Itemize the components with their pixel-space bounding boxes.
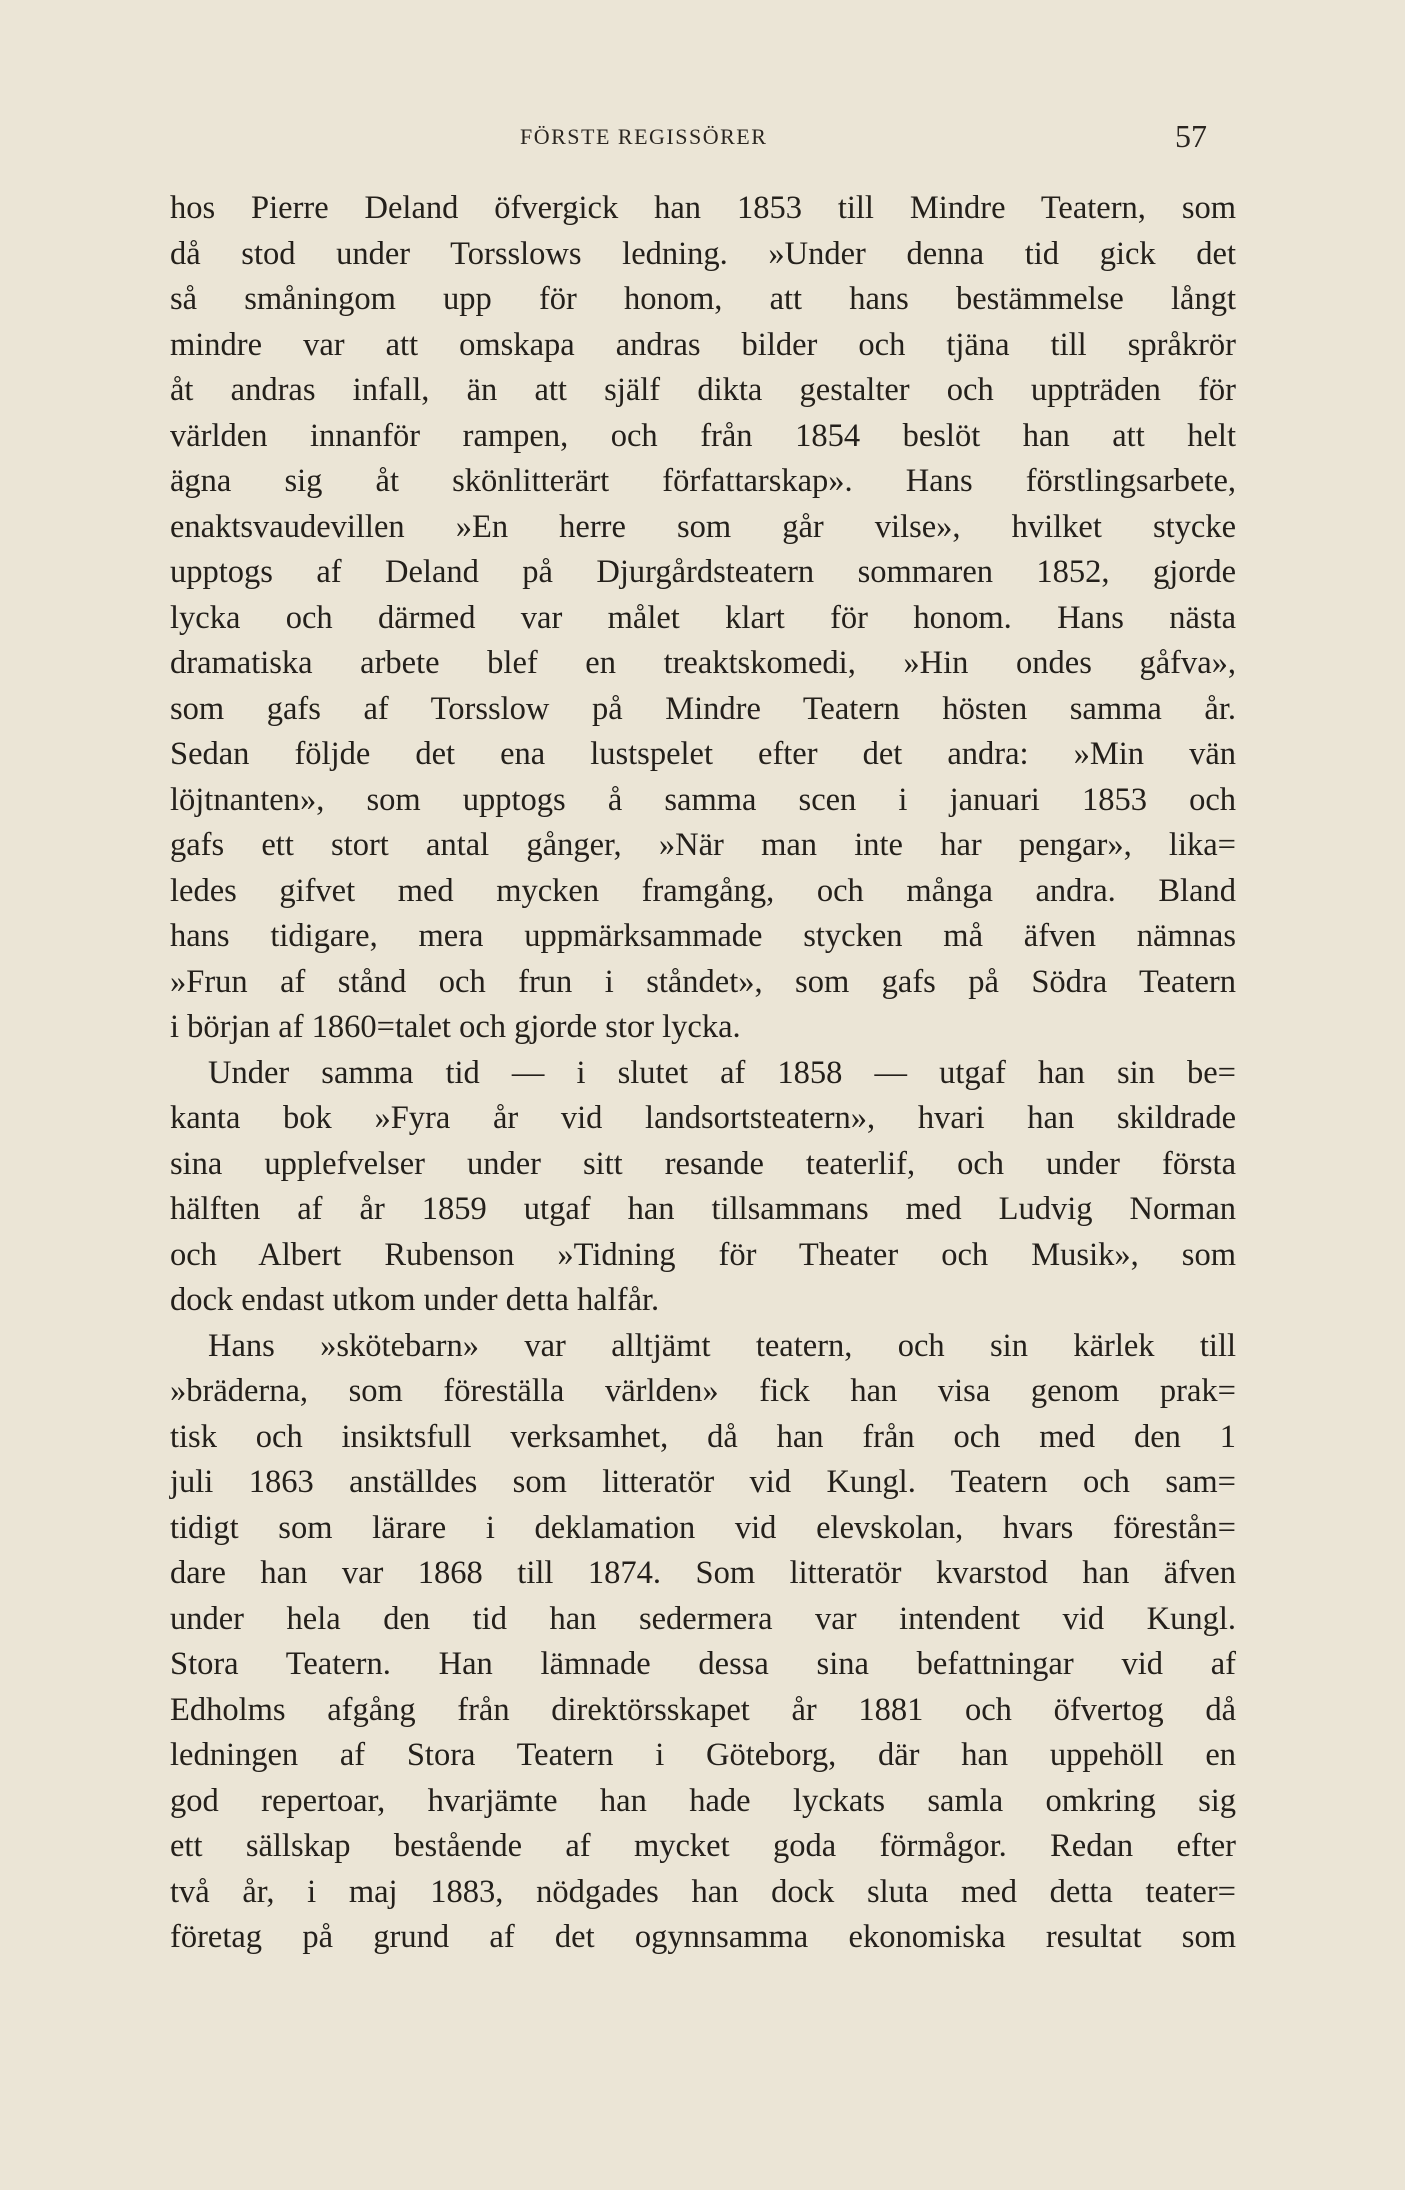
text-line: kanta bok »Fyra år vid landsortsteatern», hvari han skildrade	[170, 1100, 1236, 1136]
page-number: 57	[1175, 118, 1207, 154]
text-line: tidigt som lärare i deklamation vid elevskolan, hvars förestån=	[170, 1509, 1236, 1546]
text-line: upptogs af Deland på Djurgårdsteatern sommaren 1852, gjorde	[170, 554, 1236, 590]
text-line: mindre var att omskapa andras bilder och tjäna till språkrör	[170, 326, 1236, 363]
text-line: god repertoar, hvarjämte han hade lyckats samla omkring sig	[170, 1782, 1236, 1819]
text-line: enaktsvaudevillen »En herre som går vilse», hvilket stycke	[170, 508, 1236, 545]
text-line: så småningom upp för honom, att hans bestämmelse långt	[170, 281, 1236, 317]
text-line: ledes gifvet med mycken framgång, och många andra. Bland	[170, 872, 1236, 909]
text-line: världen innanför rampen, och från 1854 beslöt han att helt	[170, 417, 1236, 454]
text-line: dare han var 1868 till 1874. Som litteratör kvarstod han äfven	[170, 1555, 1236, 1591]
text-line: löjtnanten», som upptogs å samma scen i januari 1853 och	[170, 781, 1236, 818]
text-line: hos Pierre Deland öfvergick han 1853 till Mindre Teatern, som	[170, 190, 1236, 226]
text-line: under hela den tid han sedermera var intendent vid Kungl.	[170, 1600, 1236, 1637]
text-line: två år, i maj 1883, nödgades han dock sluta med detta teater=	[170, 1873, 1236, 1910]
text-line: då stod under Torsslows ledning. »Under denna tid gick det	[170, 235, 1236, 272]
paragraph-2	[170, 1051, 1236, 1324]
paragraph-3	[170, 1324, 1236, 1961]
text-line: gafs ett stort antal gånger, »När man inte har pengar», lika=	[170, 827, 1236, 863]
text-line: lycka och därmed var målet klart för honom. Hans nästa	[170, 599, 1236, 636]
text-line: i början af 1860=talet och gjorde stor lycka.	[170, 1009, 741, 1045]
text-line: Stora Teatern. Han lämnade dessa sina befattningar vid af	[170, 1646, 1236, 1682]
text-line: juli 1863 anställdes som litteratör vid Kungl. Teatern och sam=	[170, 1464, 1236, 1500]
text-line: hälften af år 1859 utgaf han tillsammans med Ludvig Norman	[170, 1191, 1236, 1227]
paragraph-1	[170, 186, 1236, 1051]
text-line: och Albert Rubenson »Tidning för Theater och Musik», som	[170, 1236, 1236, 1273]
body-text	[170, 186, 1236, 1961]
text-line: hans tidigare, mera uppmärksammade stycken må äfven nämnas	[170, 918, 1236, 954]
text-line: ledningen af Stora Teatern i Göteborg, där han uppehöll en	[170, 1737, 1236, 1773]
text-line: dock endast utkom under detta halfår.	[170, 1282, 660, 1318]
text-line: Edholms afgång från direktörsskapet år 1881 och öfvertog då	[170, 1691, 1236, 1728]
text-line: dramatiska arbete blef en treaktskomedi, »Hin ondes gåfva»,	[170, 645, 1236, 681]
text-line: »bräderna, som föreställa världen» fick han visa genom prak=	[170, 1373, 1236, 1409]
running-head	[0, 118, 1405, 158]
text-line: ägna sig åt skönlitterärt författarskap». Hans förstlingsarbete,	[170, 463, 1236, 499]
text-line: Hans »skötebarn» var alltjämt teatern, och sin kärlek till	[208, 1327, 1236, 1364]
text-line: tisk och insiktsfull verksamhet, då han från och med den 1	[170, 1418, 1236, 1455]
text-line: Under samma tid — i slutet af 1858 — utgaf han sin be=	[208, 1054, 1236, 1091]
text-line: som gafs af Torsslow på Mindre Teatern hösten samma år.	[170, 690, 1236, 727]
text-line: »Frun af stånd och frun i ståndet», som gafs på Södra Teatern	[170, 963, 1236, 1000]
running-title: FÖRSTE REGISSÖRER	[520, 124, 768, 149]
text-line: sina upplefvelser under sitt resande teaterlif, och under första	[170, 1145, 1236, 1182]
text-line: Sedan följde det ena lustspelet efter det andra: »Min vän	[170, 736, 1236, 772]
text-line: företag på grund af det ogynnsamma ekonomiska resultat som	[170, 1919, 1236, 1955]
text-line: åt andras infall, än att själf dikta gestalter och uppträden för	[170, 372, 1236, 408]
text-line: ett sällskap bestående af mycket goda förmågor. Redan efter	[170, 1828, 1236, 1864]
